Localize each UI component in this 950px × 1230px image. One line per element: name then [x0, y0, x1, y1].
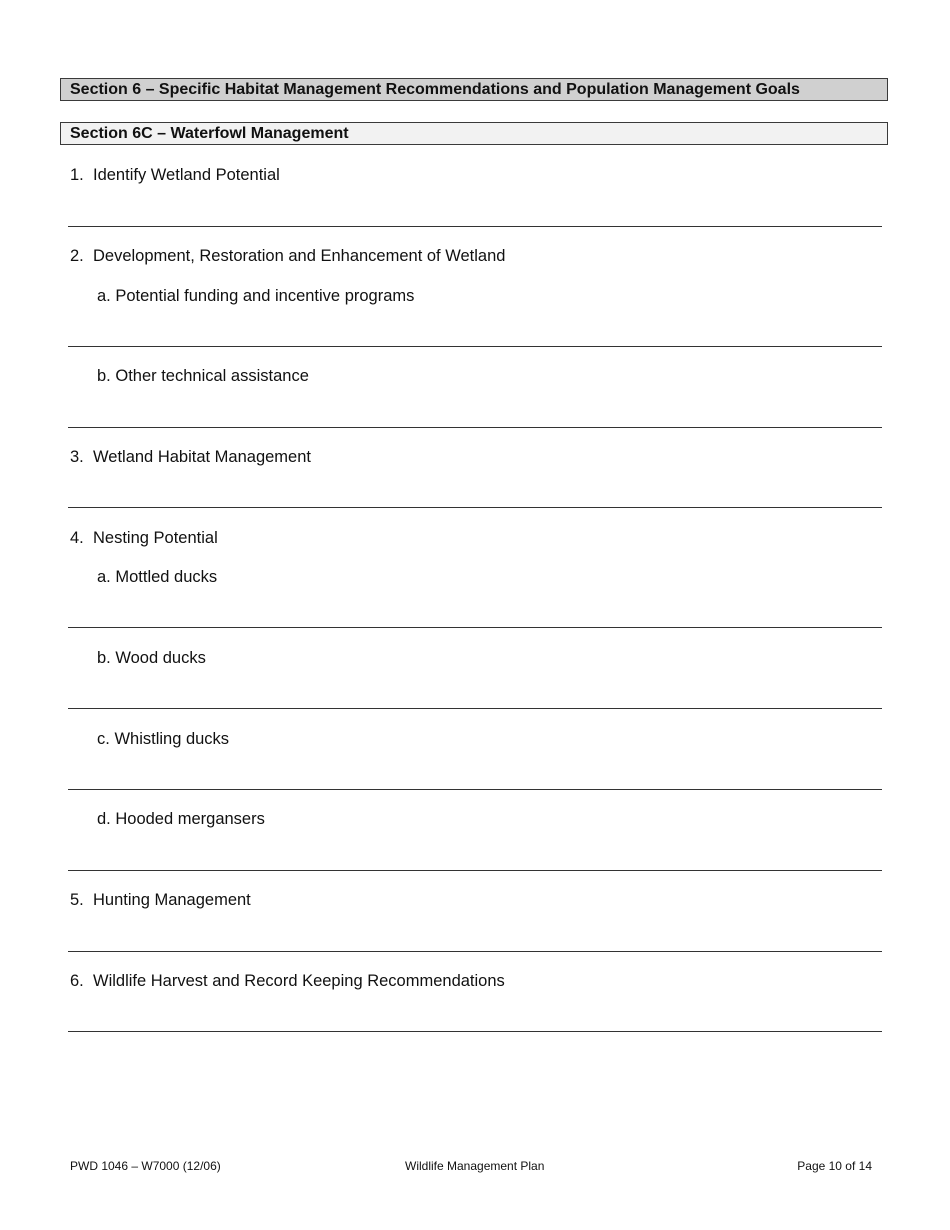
answer-line-item-4d[interactable]: [68, 870, 882, 871]
subitem-label: Wood ducks: [115, 649, 206, 667]
subitem-letter: a.: [97, 568, 111, 586]
item-1: [70, 165, 280, 185]
answer-line-item-5[interactable]: [68, 951, 882, 952]
section-6c-header: Section 6C – Waterfowl Management: [60, 122, 888, 145]
item-4d: [97, 809, 265, 829]
item-2b: [97, 366, 309, 386]
item-6: [70, 971, 505, 991]
item-label: Development, Restoration and Enhancement of Wetland: [93, 247, 506, 265]
answer-line-item-3[interactable]: [68, 507, 882, 508]
subitem-label: Whistling ducks: [114, 730, 230, 748]
subitem-label: Hooded mergansers: [115, 810, 265, 828]
answer-line-item-2b[interactable]: [68, 427, 882, 428]
subitem-letter: a.: [97, 287, 111, 305]
item-2: [70, 246, 505, 266]
item-number: 4.: [70, 529, 84, 547]
subitem-label: Mottled ducks: [115, 568, 218, 586]
subitem-letter: c.: [97, 730, 110, 748]
footer-page-number: Page 10 of 14: [797, 1159, 872, 1173]
item-number: 6.: [70, 972, 84, 990]
section-6-header: Section 6 – Specific Habitat Management Recommendations and Population Management Goals: [60, 78, 888, 101]
item-4b: [97, 648, 206, 668]
item-4: [70, 528, 218, 548]
subitem-letter: d.: [97, 810, 111, 828]
answer-line-item-4b[interactable]: [68, 708, 882, 709]
answer-line-item-2a[interactable]: [68, 346, 882, 347]
answer-line-item-4c[interactable]: [68, 789, 882, 790]
footer-doc-title: Wildlife Management Plan: [405, 1159, 545, 1173]
subitem-letter: b.: [97, 367, 111, 385]
subitem-label: Other technical assistance: [115, 367, 309, 385]
item-3: [70, 447, 311, 467]
subitem-letter: b.: [97, 649, 111, 667]
item-label: Hunting Management: [93, 891, 251, 909]
item-number: 5.: [70, 891, 84, 909]
answer-line-item-4a[interactable]: [68, 627, 882, 628]
answer-line-item-6[interactable]: [68, 1031, 882, 1032]
item-4a: [97, 567, 217, 587]
footer-form-id: PWD 1046 – W7000 (12/06): [70, 1159, 221, 1173]
item-number: 1.: [70, 166, 84, 184]
item-label: Wildlife Harvest and Record Keeping Recommendations: [93, 972, 505, 990]
item-label: Wetland Habitat Management: [93, 448, 311, 466]
item-5: [70, 890, 251, 910]
subitem-label: Potential funding and incentive programs: [115, 287, 415, 305]
item-label: Identify Wetland Potential: [93, 166, 280, 184]
item-label: Nesting Potential: [93, 529, 218, 547]
item-2a: [97, 286, 414, 306]
item-4c: [97, 729, 229, 749]
item-number: 3.: [70, 448, 84, 466]
answer-line-item-1[interactable]: [68, 226, 882, 227]
item-number: 2.: [70, 247, 84, 265]
